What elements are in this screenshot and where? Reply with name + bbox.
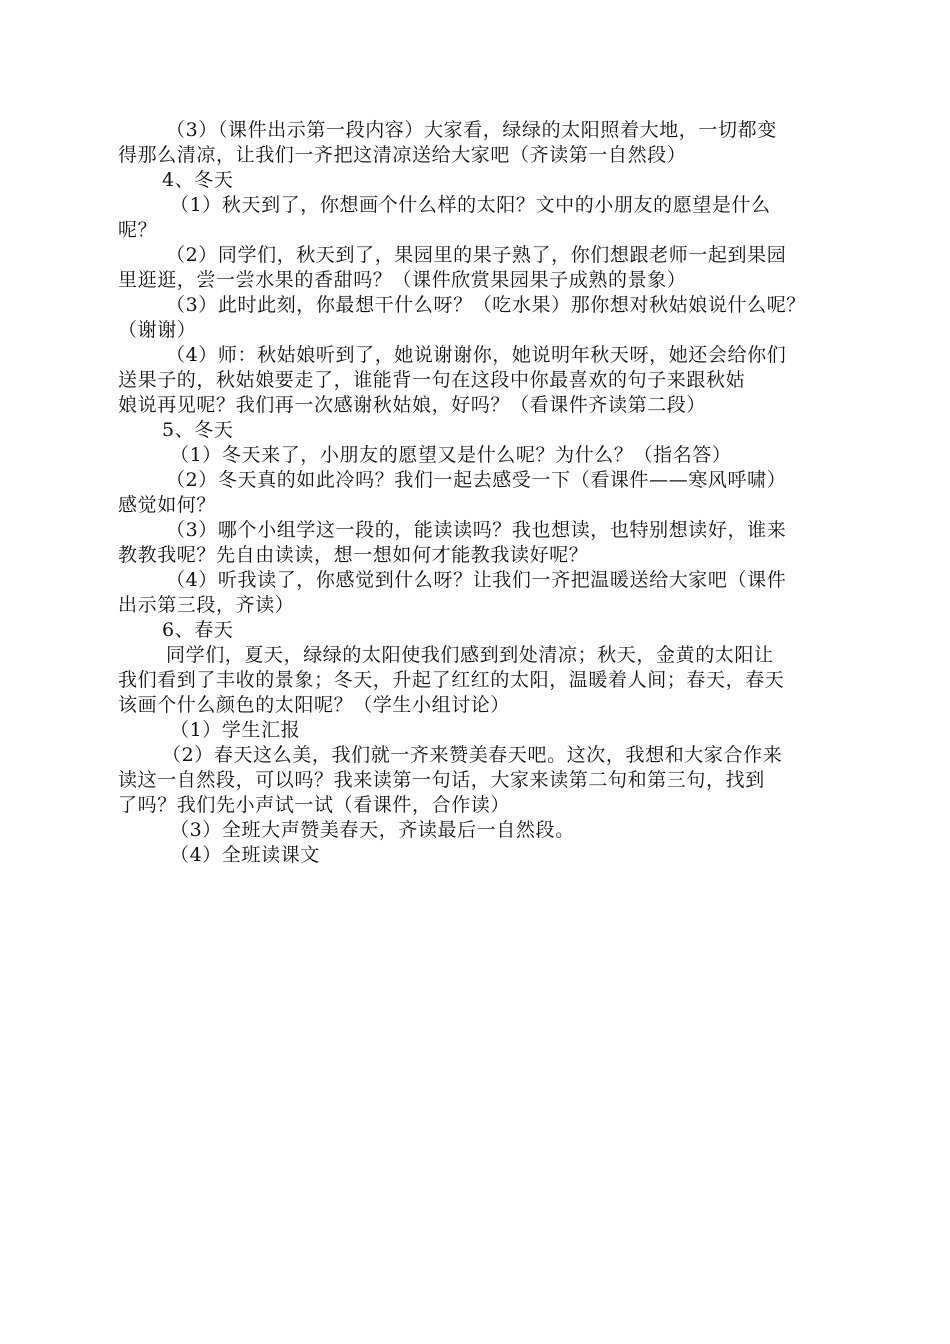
paragraph-line: （4）师：秋姑娘听到了，她说谢谢你，她说明年秋天呀，她还会给你们 [166,344,787,366]
section-heading: 4、冬天 [162,169,234,191]
paragraph-line: （3）全班大声赞美春天，齐读最后一自然段。 [170,819,575,841]
paragraph-line: （1）学生汇报 [170,719,301,741]
paragraph-line: 读这一自然段，可以吗？我来读第一句话，大家来读第二句和第三句，找到 [118,769,765,791]
paragraph-line: （2）春天这么美，我们就一齐来赞美春天吧。这次，我想和大家合作来 [162,744,783,766]
paragraph-line: 该画个什么颜色的太阳呢？（学生小组讨论） [118,694,511,716]
paragraph-line: （谢谢） [118,319,197,341]
paragraph-line: （3）（课件出示第一段内容）大家看，绿绿的太阳照着大地，一切都变 [166,119,777,141]
paragraph-line: （1）秋天到了，你想画个什么样的太阳？文中的小朋友的愿望是什么 [170,194,771,216]
section-heading: 5、冬天 [162,419,234,441]
paragraph-line: （2）同学们，秋天到了，果园里的果子熟了，你们想跟老师一起到果园 [166,244,787,266]
document-body [118,118,832,868]
paragraph-line: 感觉如何？ [118,494,217,516]
paragraph-line: （3）此时此刻，你最想干什么呀？（吃水果）那你想对秋姑娘说什么呢？ [166,294,806,316]
paragraph-line: （2）冬天真的如此冷吗？我们一起去感受一下（看课件——寒风呼啸） [166,469,787,491]
paragraph-line: 出示第三段，齐读） [118,594,295,616]
paragraph-line: 了吗？我们先小声试一试（看课件，合作读） [118,794,511,816]
section-heading: 6、春天 [162,619,234,641]
paragraph-line: （4）全班读课文 [170,844,320,866]
paragraph-line: （3）哪个小组学这一段的，能读读吗？我也想读，也特别想读好，谁来 [166,519,787,541]
paragraph-line: 送果子的，秋姑娘要走了，谁能背一句在这段中你最喜欢的句子来跟秋姑 [118,369,746,391]
paragraph-line: 得那么清凉，让我们一齐把这清凉送给大家吧（齐读第一自然段） [118,144,687,166]
paragraph-line: 同学们，夏天，绿绿的太阳使我们感到到处清凉；秋天，金黄的太阳让 [166,644,774,666]
paragraph-line: 教教我呢？先自由读读，想一想如何才能教我读好呢？ [118,544,589,566]
paragraph-line: 娘说再见呢？我们再一次感谢秋姑娘，好吗？（看课件齐读第二段） [118,394,707,416]
paragraph-line: （1）冬天来了，小朋友的愿望又是什么呢？为什么？（指名答） [170,444,732,466]
paragraph-line: 呢？ [118,219,158,241]
paragraph-line: 里逛逛，尝一尝水果的香甜吗？（课件欣赏果园果子成熟的景象） [118,269,687,291]
paragraph-line: （4）听我读了，你感觉到什么呀？让我们一齐把温暖送给大家吧（课件 [166,569,787,591]
paragraph-line: 我们看到了丰收的景象；冬天，升起了红红的太阳，温暖着人间；春天，春天 [118,669,785,691]
